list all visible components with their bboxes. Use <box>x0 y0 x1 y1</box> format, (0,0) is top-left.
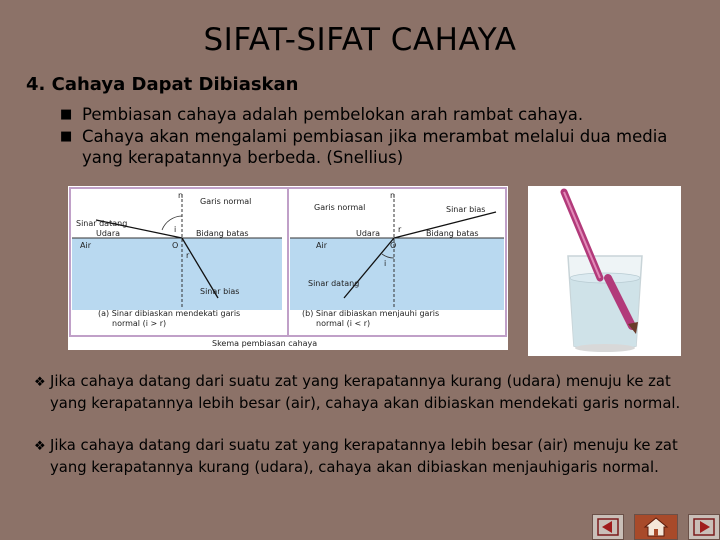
label-garis-normal: Garis normal <box>200 197 252 206</box>
label-o: O <box>390 241 397 250</box>
note-item <box>34 435 694 478</box>
label-bidang-batas: Bidang batas <box>426 229 479 238</box>
refraction-diagram <box>68 186 508 350</box>
bullet-list <box>60 104 700 169</box>
diamond-bullet-icon: ❖ <box>34 439 46 454</box>
label-udara: Udara <box>96 229 121 238</box>
back-icon <box>597 518 619 536</box>
label-garis-normal: Garis normal <box>314 203 366 212</box>
caption-left-1: (a) Sinar dibiaskan mendekati garis <box>98 309 241 318</box>
diamond-bullet-icon: ❖ <box>34 375 46 390</box>
square-bullet-icon: ■ <box>60 129 73 144</box>
note-item <box>34 371 694 414</box>
forward-button[interactable] <box>688 514 720 540</box>
bullet-item <box>60 126 700 168</box>
label-bidang-batas: Bidang batas <box>196 229 249 238</box>
note-text-line2: yang kerapatannya kurang (udara), cahaya akan dibiaskan menjauhigaris normal. <box>50 459 659 476</box>
label-air: Air <box>316 241 327 250</box>
note-text-line1: Jika cahaya datang dari suatu zat yang kerapatannya kurang (udara) menuju ke zat <box>50 373 671 390</box>
forward-icon <box>693 518 715 536</box>
bullet-text: Pembiasan cahaya adalah pembelokan arah rambat cahaya. <box>82 105 584 124</box>
label-o: O <box>172 241 179 250</box>
note-text-line1: Jika cahaya datang dari suatu zat yang kerapatannya lebih besar (air) menuju ke zat <box>50 437 678 454</box>
square-bullet-icon: ■ <box>60 107 73 122</box>
bullet-item <box>60 104 700 125</box>
label-air: Air <box>80 241 91 250</box>
label-r: r <box>398 225 402 234</box>
label-sinar-bias: Sinar bias <box>446 205 486 214</box>
note-text-line2: yang kerapatannya lebih besar (air), cahaya akan dibiaskan mendekati garis normal. <box>50 395 681 412</box>
back-button[interactable] <box>592 514 624 540</box>
caption-right-2: normal (i < r) <box>316 319 371 328</box>
label-sinar-datang: Sinar datang <box>308 279 360 288</box>
caption-left-2: normal (i > r) <box>112 319 167 328</box>
bullet-text: Cahaya akan mengalami pembiasan jika merambat melalui dua media yang kerapatannya berbeda. (Snellius) <box>82 127 668 167</box>
section-heading: 4. Cahaya Dapat Dibiaskan <box>26 74 299 95</box>
label-i: i <box>174 225 177 234</box>
diagram-footer: Skema pembiasan cahaya <box>212 339 318 348</box>
label-n: n <box>178 191 184 200</box>
label-r: r <box>186 251 190 260</box>
label-udara: Udara <box>356 229 381 238</box>
label-sinar-bias: Sinar bias <box>200 287 240 296</box>
pencil-in-glass-image <box>528 186 681 356</box>
caption-right-1: (b) Sinar dibiaskan menjauhi garis <box>302 309 440 318</box>
home-icon <box>643 517 669 537</box>
slide-navigation <box>592 514 720 540</box>
label-i: i <box>384 259 387 268</box>
slide-title: SIFAT-SIFAT CAHAYA <box>203 22 517 58</box>
label-n: n <box>390 191 396 200</box>
label-sinar-datang: Sinar datang <box>76 219 128 228</box>
home-button[interactable] <box>634 514 678 540</box>
